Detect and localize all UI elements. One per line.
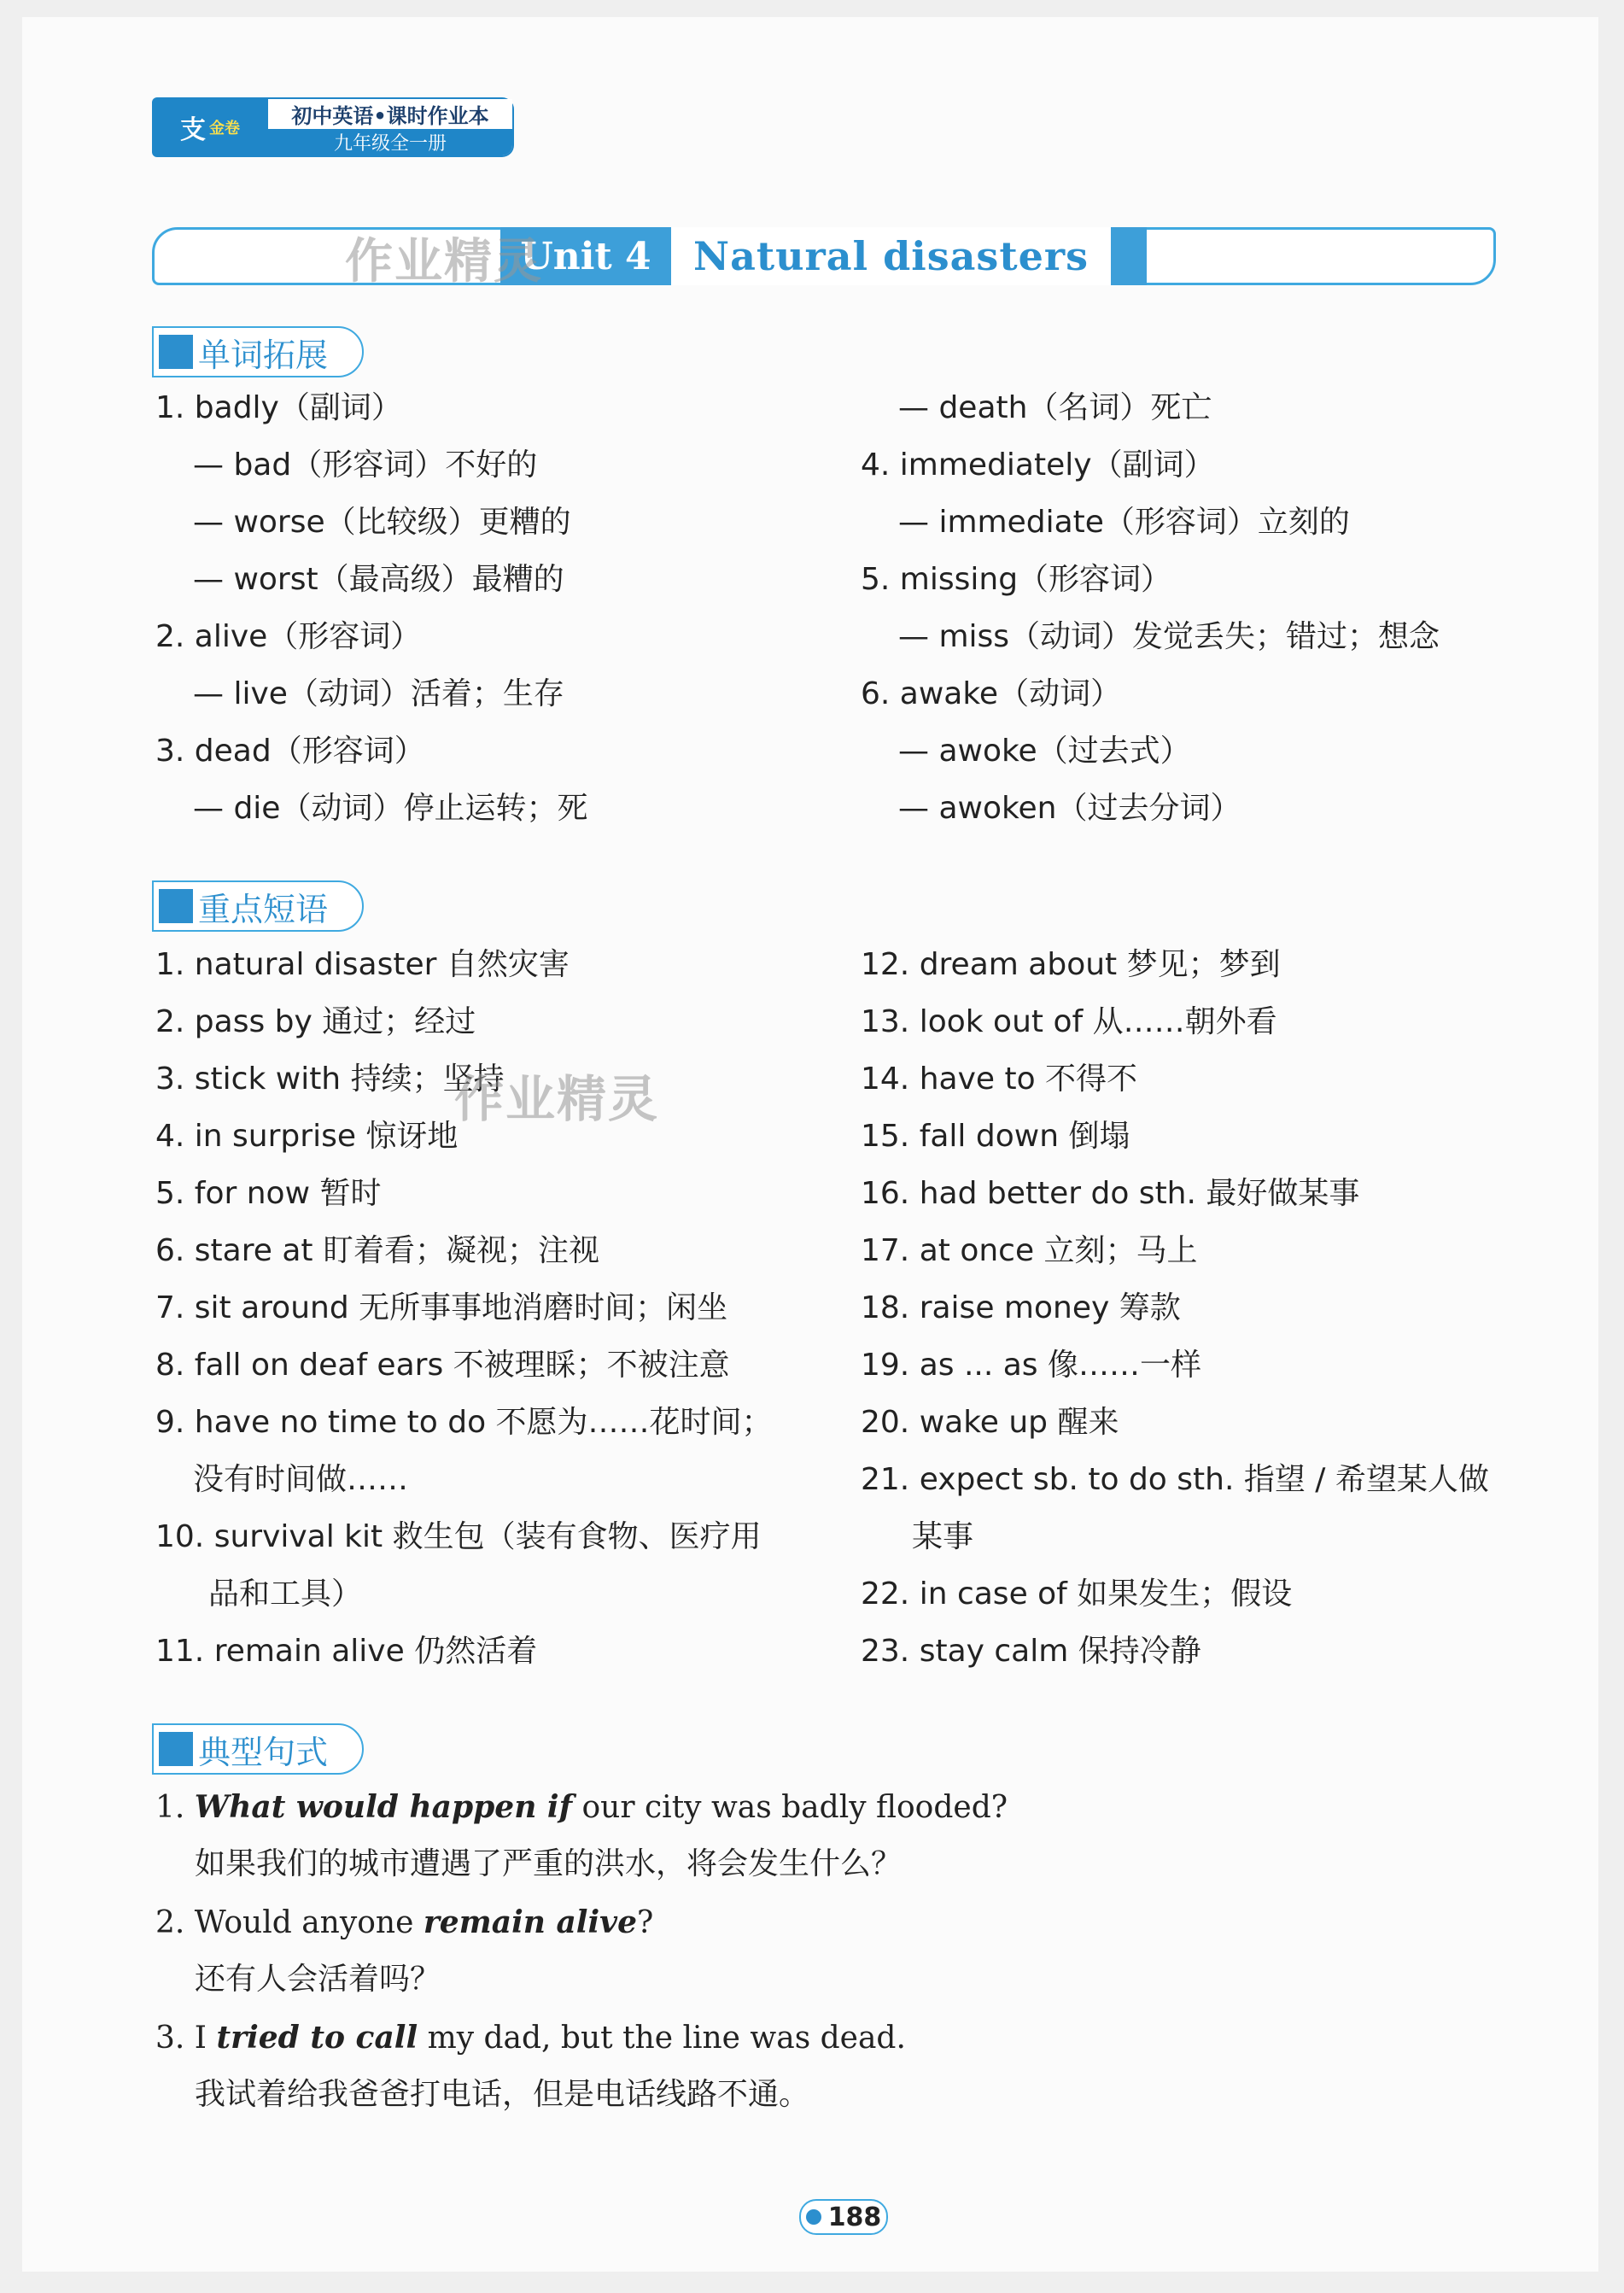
sentence-part-num: 2.: [155, 1905, 195, 1940]
sentence-part-num: 1.: [155, 1790, 195, 1825]
sentence-part-rest: my dad, but the line was dead.: [418, 2021, 906, 2056]
list-item: 没有时间做……: [193, 1462, 409, 1497]
list-item: 10. survival kit 救生包（装有食物、医疗用: [155, 1519, 762, 1554]
list-item: 17. at once 立刻；马上: [861, 1233, 1198, 1268]
brand-series-title: 初中英语•课时作业本: [268, 99, 512, 129]
sentence-english: [155, 1904, 654, 1940]
sentence-part-bold: What would happen if: [194, 1789, 573, 1825]
list-item: 9. have no time to do 不愿为……花时间；: [155, 1405, 773, 1440]
sentence-part-bold: remain alive: [423, 1904, 637, 1940]
dot-icon: [806, 2209, 821, 2225]
list-item: — awoken（过去分词）: [898, 791, 1241, 826]
sentence-english: [155, 1789, 1008, 1825]
brand-logo: [152, 97, 268, 157]
square-icon: [159, 335, 193, 369]
list-item: 5. missing（形容词）: [861, 562, 1172, 597]
section-tag-phrases: [152, 880, 364, 932]
list-item: 3. dead（形容词）: [155, 734, 425, 769]
list-item: 13. look out of 从……朝外看: [861, 1004, 1277, 1039]
sentence-part-num: 3.: [155, 2021, 195, 2056]
list-item: — bad（形容词）不好的: [193, 447, 538, 483]
square-icon: [159, 1732, 193, 1766]
list-item: 22. in case of 如果发生；假设: [861, 1576, 1293, 1612]
sentence-part-pre: I: [194, 2021, 217, 2056]
list-item: 18. raise money 筹款: [861, 1290, 1181, 1325]
unit-title: Natural disasters: [671, 227, 1111, 285]
watermark: 作业精灵: [454, 1070, 660, 1128]
list-item: 2. alive（形容词）: [155, 619, 422, 654]
list-item: — miss（动词）发觉丢失；错过；想念: [898, 619, 1440, 654]
square-icon: [159, 889, 193, 923]
unit-number: Unit 4: [500, 227, 671, 285]
list-item: — death（名词）死亡: [898, 390, 1212, 425]
sentence-chinese: 还有人会活着吗？: [195, 1962, 441, 1997]
sentence-part-rest: our city was badly flooded?: [572, 1790, 1008, 1825]
page-number: [799, 2199, 888, 2235]
list-item: 19. as ... as 像……一样: [861, 1348, 1201, 1383]
list-item: 20. wake up 醒来: [861, 1405, 1119, 1440]
list-item: 21. expect sb. to do sth. 指望 / 希望某人做: [861, 1462, 1489, 1497]
list-item: — worse（比较级）更糟的: [193, 505, 571, 540]
brand-grade: 九年级全一册: [268, 129, 512, 155]
sentence-chinese: 如果我们的城市遭遇了严重的洪水，将会发生什么？: [195, 1846, 903, 1881]
list-item: 6. awake（动词）: [861, 676, 1122, 711]
list-item: 4. immediately（副词）: [861, 447, 1215, 483]
section-tag-sentences: [152, 1723, 364, 1775]
banner-accent: [1111, 227, 1147, 285]
brand-logo-sub: 金卷: [209, 120, 240, 137]
section-title-phrases: 重点短语: [198, 890, 329, 928]
brand-text-box: [268, 97, 514, 157]
list-item: — worst（最高级）最糟的: [193, 562, 564, 597]
section-tag-words: [152, 326, 364, 377]
sentence-chinese: 我试着给我爸爸打电话，但是电话线路不通。: [195, 2077, 810, 2112]
list-item: 23. stay calm 保持冷静: [861, 1634, 1201, 1669]
list-item: 11. remain alive 仍然活着: [155, 1634, 538, 1669]
list-item: 1. natural disaster 自然灾害: [155, 947, 570, 982]
list-item: 3. stick with 持续；坚持: [155, 1062, 505, 1097]
list-item: 品和工具）: [208, 1576, 363, 1612]
list-item: — die（动词）停止运转；死: [193, 791, 588, 826]
list-item: 某事: [912, 1519, 974, 1554]
brand-header: [152, 97, 514, 157]
list-item: 6. stare at 盯着看；凝视；注视: [155, 1233, 599, 1268]
sentence-part-pre: Would anyone: [194, 1905, 424, 1940]
list-item: 7. sit around 无所事事地消磨时间；闲坐: [155, 1290, 728, 1325]
list-item: — live（动词）活着；生存: [193, 676, 564, 711]
list-item: 15. fall down 倒塌: [861, 1119, 1130, 1154]
section-title-words: 单词拓展: [198, 336, 329, 374]
list-item: 1. badly（副词）: [155, 390, 402, 425]
list-item: 4. in surprise 惊讶地: [155, 1119, 459, 1154]
list-item: — awoke（过去式）: [898, 734, 1191, 769]
sentence-part-bold: tried to call: [216, 2020, 418, 2056]
list-item: — immediate（形容词）立刻的: [898, 505, 1350, 540]
sentence-english: [155, 2022, 906, 2054]
sentence-part-rest: ?: [636, 1905, 654, 1940]
watermark: 作业精灵: [345, 234, 543, 290]
list-item: 12. dream about 梦见；梦到: [861, 947, 1281, 982]
list-item: 14. have to 不得不: [861, 1062, 1138, 1097]
list-item: 16. had better do sth. 最好做某事: [861, 1176, 1360, 1211]
list-item: 2. pass by 通过；经过: [155, 1004, 476, 1039]
brand-logo-text: 支: [180, 115, 206, 145]
list-item: 8. fall on deaf ears 不被理睬；不被注意: [155, 1348, 730, 1383]
page-number-text: 188: [827, 2202, 882, 2232]
list-item: 5. for now 暂时: [155, 1176, 382, 1211]
section-title-sentences: 典型句式: [198, 1733, 329, 1771]
